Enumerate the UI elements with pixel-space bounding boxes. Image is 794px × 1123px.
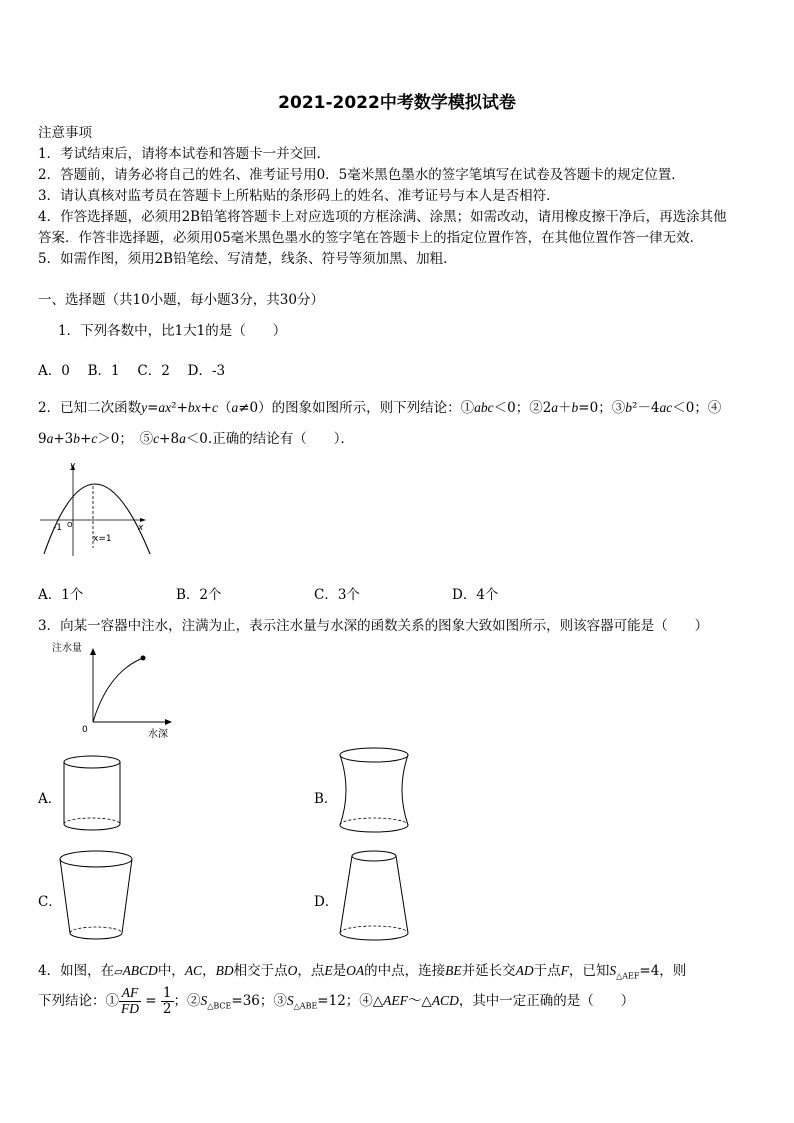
parabola-graph bbox=[36, 458, 152, 558]
notice-item: 4．作答选择题，必须用2B铅笔将答题卡上对应选项的方框涂满、涂黑；如需改动，请用橡皮擦干净后，再选涂其他 bbox=[38, 209, 727, 225]
graph-y-label: y bbox=[70, 461, 76, 471]
q3-option-b-label: B． bbox=[314, 791, 338, 807]
q4-line1: 4．如图，在▱ABCD中，AC，BD相交于点O，点E是OA的中点，连接BE并延长交AD于点F，已知$S_{\triangle AEF}=4$，则 bbox=[38, 963, 687, 981]
container-wide-top bbox=[56, 847, 136, 945]
page-title: 2021-2022中考数学模拟试卷 bbox=[278, 93, 516, 113]
q3-option-a-label: A． bbox=[38, 791, 62, 807]
q1-stem: 1．下列各数中，比1大1的是（ ） bbox=[58, 323, 287, 339]
q2-line2: 9a+3b+c＞0； ⑤c+8a＜0.正确的结论有（ ）． bbox=[38, 431, 354, 447]
graph-xlabel: 水深 bbox=[148, 729, 168, 740]
graph-axis-label: x=1 bbox=[93, 534, 112, 544]
q2-line1: 2．已知二次函数y=ax²+bx+c（a≠0）的图象如图所示，则下列结论：①abc＜0；②2a＋b=0；③b²－4ac＜0；④ bbox=[38, 400, 722, 416]
q2-option-a: A．1个 bbox=[38, 587, 84, 603]
graph-ylabel: 注水量 bbox=[52, 643, 82, 654]
notice-item: 5．如需作图，须用2B铅笔绘、写清楚，线条、符号等须加黑、加粗． bbox=[38, 251, 457, 267]
notice-item: 答案．作答非选择题，必须用05毫米黑色墨水的签字笔在答题卡上的指定位置作答，在其他位置作答一律无效． bbox=[38, 230, 704, 246]
container-narrow-top bbox=[334, 847, 414, 945]
water-graph bbox=[46, 638, 181, 744]
q2-option-b: B．2个 bbox=[176, 587, 222, 603]
q2-option-d: D．4个 bbox=[452, 587, 499, 603]
q2-option-c: C．3个 bbox=[314, 587, 360, 603]
graph-neg1-label: -1 bbox=[53, 523, 62, 533]
container-concave bbox=[334, 745, 414, 839]
graph-endpoint bbox=[141, 656, 146, 661]
q3-option-d-label: D． bbox=[314, 894, 339, 910]
graph-origin-label: O bbox=[67, 521, 73, 529]
q3-option-c-label: C． bbox=[38, 894, 62, 910]
notice-item: 2．答题前，请务必将自己的姓名、准考证号用0．5毫米黑色墨水的签字笔填写在试卷及答题卡的规定位置． bbox=[38, 167, 685, 183]
q3-stem: 3．向某一容器中注水，注满为止，表示注水量与水深的函数关系的图象大致如图所示，则该容器可能是（ ） bbox=[38, 618, 709, 634]
q1-options: A．0 B．1 C．2 D．-3 bbox=[38, 363, 226, 379]
container-cylinder bbox=[60, 752, 126, 836]
graph-x-label: x bbox=[138, 523, 144, 533]
graph-origin: 0 bbox=[82, 725, 88, 735]
section-heading: 一、选择题（共10小题，每小题3分，共30分） bbox=[38, 292, 324, 308]
notice-item: 1．考试结束后，请将本试卷和答题卡一并交回． bbox=[38, 146, 331, 162]
notice-item: 3．请认真核对监考员在答题卡上所粘贴的条形码上的姓名、准考证号与本人是否相符． bbox=[38, 188, 560, 204]
q4-line2: 下列结论：① $\frac{AF}{FD}$ = $\frac{1}{2}$ ；$②S_{\triangle BCE}=36$；$③S_{\triangle ABE}=12$；④△AEF～△ACD，其中一定正确的是（ ） bbox=[38, 985, 635, 1017]
notice-heading: 注意事项 bbox=[38, 125, 92, 141]
